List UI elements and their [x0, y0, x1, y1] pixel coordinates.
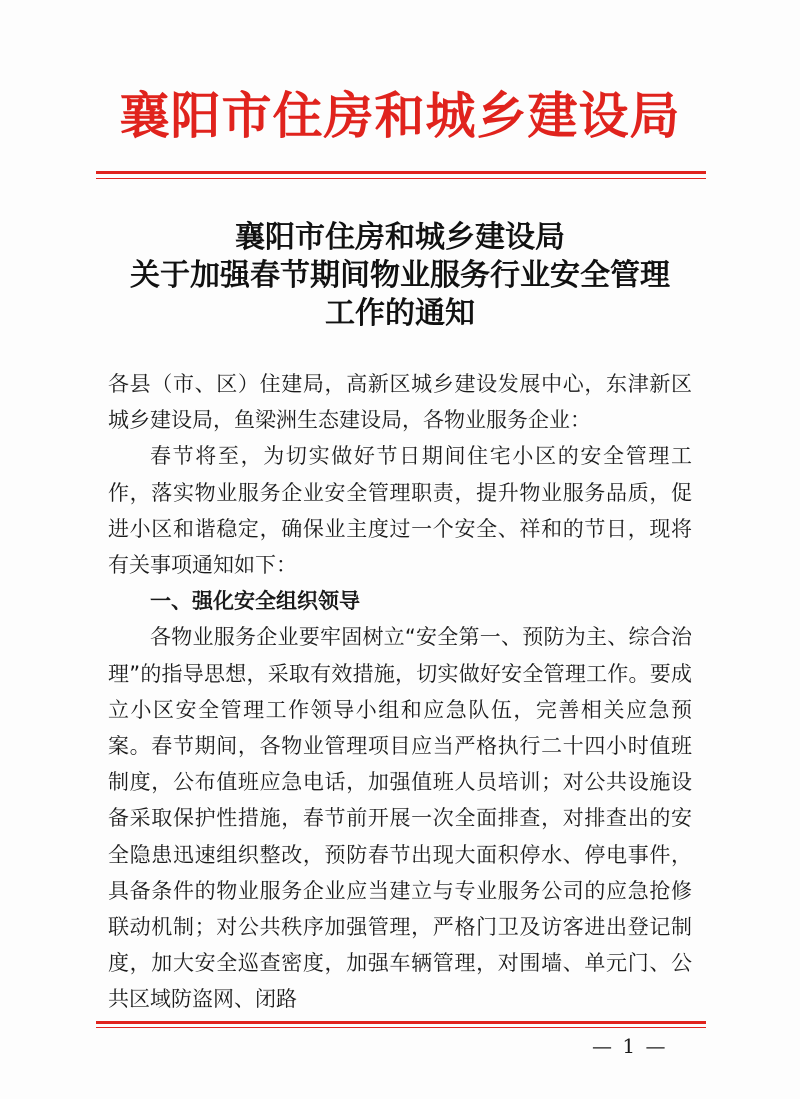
letterhead-org-name: 襄阳市住房和城乡建设局 [119, 86, 681, 145]
footer-rule-thin [96, 1027, 706, 1028]
intro-paragraph: 春节将至，为切实做好节日期间住宅小区的安全管理工作，落实物业服务企业安全管理职责，提升物业服务品质，促进小区和谐稳定，确保业主度过一个安全、祥和的节日，现将有关事项通知如下： [108, 444, 692, 578]
section-1-paragraph: 各物业服务企业要牢固树立“安全第一、预防为主、综合治理”的指导思想，采取有效措施，切实做好安全管理工作。要成立小区安全管理工作领导小组和应急队伍，完善相关应急预案。春节期间，各物业管理项目应当严格执行二十四小时值班制度，公布值班应急电话，加强值班人员培训；对公共设施设备采取保护性措施，春节前开展一次全面排查，对排查出的安全隐患迅速组织整改，预防春节出现大面积停水、停电事件，具备条件的物业服务企业应当建立与专业服务公司的应急抢修联动机制；对公共秩序加强管理，严格门卫及访客进出登记制度，加大安全巡查密度，加强车辆管理，对围墙、单元门、公共区域防盗网、闭路 [108, 625, 692, 1012]
footer-rule-thick [96, 1021, 706, 1024]
letterhead-rule-thick [96, 171, 706, 174]
page-number: — 1 — [592, 1034, 668, 1058]
document-body [108, 366, 692, 1018]
document-title-line-3: 工作的通知 [325, 296, 475, 331]
letterhead-rule-thin [96, 178, 706, 179]
addressee-paragraph: 各县（市、区）住建局，高新区城乡建设发展中心，东津新区城乡建设局，鱼梁洲生态建设局，各物业服务企业： [108, 372, 692, 433]
document-title-line-1: 襄阳市住房和城乡建设局 [235, 220, 565, 255]
document-title-line-2: 关于加强春节期间物业服务行业安全管理 [130, 258, 670, 293]
section-1-heading: 一、强化安全组织领导 [150, 589, 360, 614]
